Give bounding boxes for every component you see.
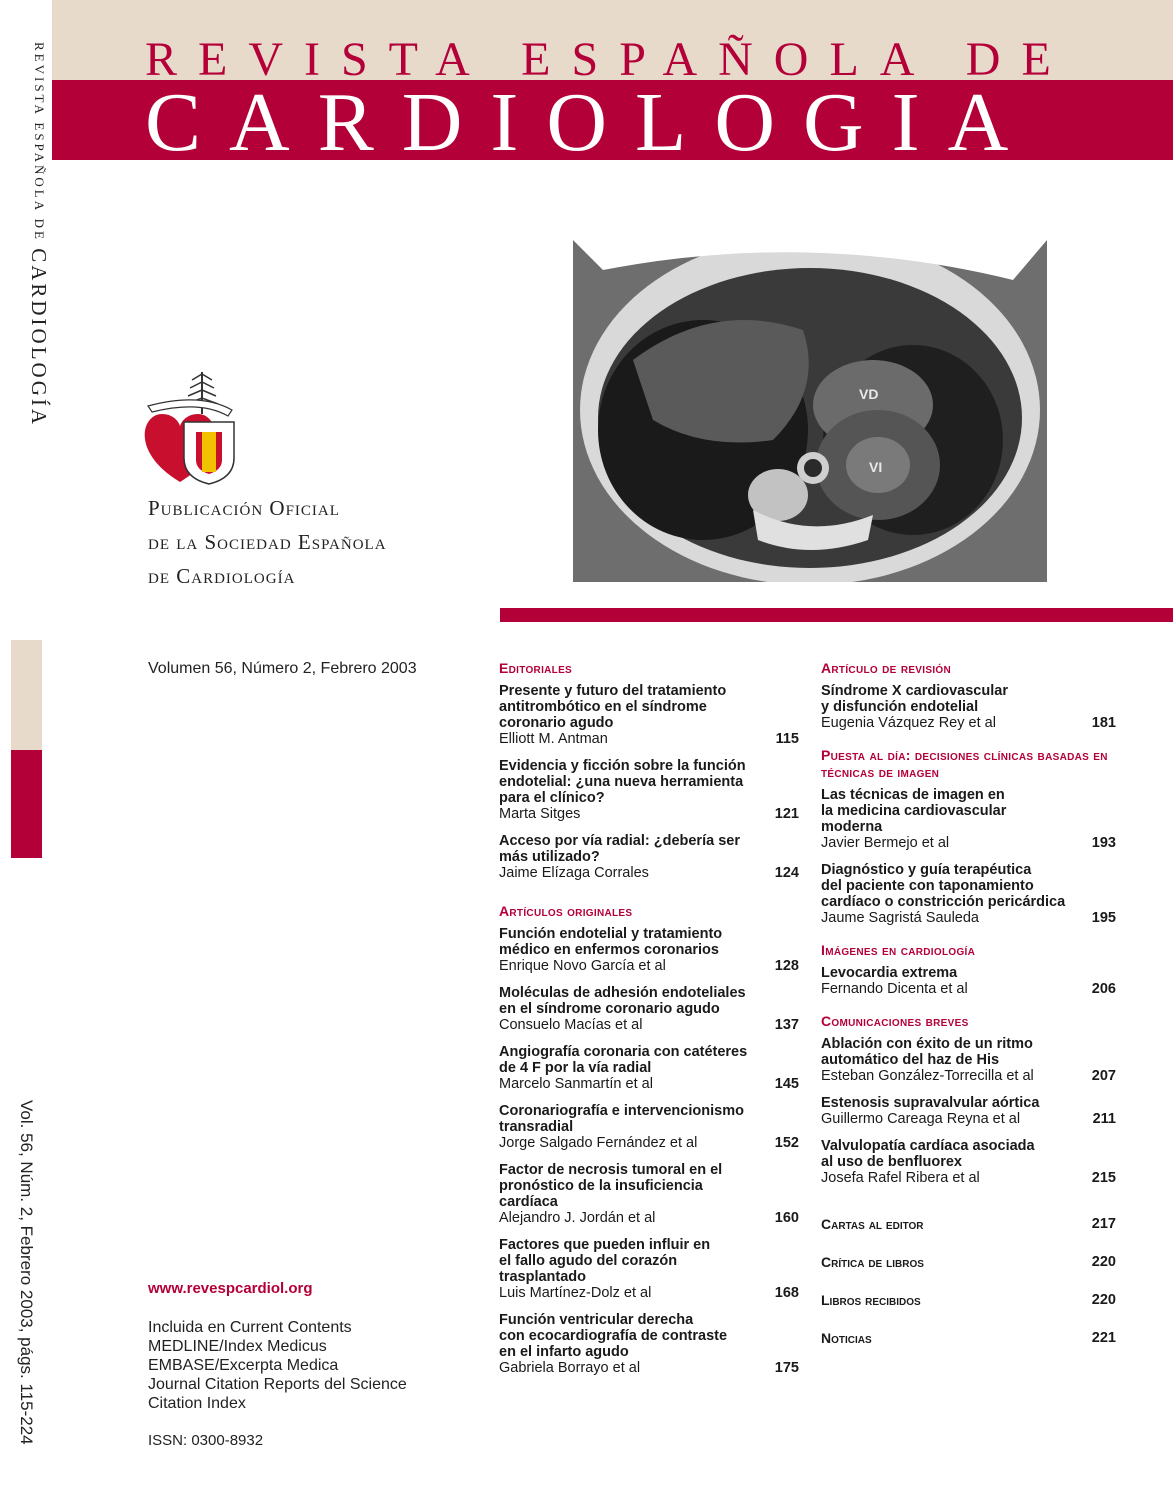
section-heading: Comunicaciones breves <box>821 1013 969 1029</box>
issue-volume: Volumen 56, Número 2, Febrero 2003 <box>148 660 417 677</box>
article-author: Gabriela Borrayo et al <box>499 1360 641 1376</box>
toc-entry[interactable] <box>821 862 1116 926</box>
article-page: 160 <box>774 1210 799 1226</box>
section-heading: Editoriales <box>499 660 573 676</box>
article-title: Diagnóstico y guía terapéutica del paciente con taponamiento cardíaco o constricción pericárdica <box>821 862 1066 910</box>
article-page: 124 <box>774 865 799 881</box>
toc-entry[interactable] <box>821 683 1116 731</box>
indexing-line: Citation Index <box>148 1395 246 1412</box>
article-title: Evidencia y ficción sobre la función endotelial: ¿una nueva herramienta para el clínico? <box>499 758 746 806</box>
article-page: 121 <box>774 806 799 822</box>
publication-line-3: de Cardiología <box>148 564 296 588</box>
toc-section <box>821 1013 1116 1186</box>
article-page: 195 <box>1091 910 1116 926</box>
spine <box>0 0 52 1500</box>
toc-entry[interactable] <box>499 1044 799 1092</box>
toc-right-column <box>821 660 1116 1368</box>
article-author: Jorge Salgado Fernández et al <box>499 1135 698 1151</box>
article-page: 206 <box>1091 981 1116 997</box>
article-title: Función ventricular derecha con ecocardiografía de contraste en el infarto agudo <box>499 1312 728 1360</box>
article-author: Jaume Sagristá Sauleda <box>821 910 979 926</box>
article-author: Guillermo Careaga Reyna et al <box>821 1111 1021 1127</box>
article-author: Alejandro J. Jordán et al <box>499 1210 656 1226</box>
misc-section-label: Libros recibidos <box>821 1292 921 1308</box>
misc-section-row[interactable] <box>821 1216 1116 1232</box>
article-title: Levocardia extrema <box>821 965 958 981</box>
article-page: 211 <box>1092 1111 1116 1127</box>
toc-entry[interactable] <box>499 683 799 747</box>
article-author: Esteban González-Torrecilla et al <box>821 1068 1034 1084</box>
indexing-line: Journal Citation Reports del Science <box>148 1376 407 1393</box>
heart-shield-logo <box>140 370 240 490</box>
article-author: Elliott M. Antman <box>499 731 608 747</box>
masthead-line-1: REVISTA ESPAÑOLA DE <box>145 33 1072 86</box>
toc-section <box>499 903 799 1376</box>
misc-section-row[interactable] <box>821 1292 1116 1308</box>
misc-section-label: Noticias <box>821 1330 872 1346</box>
article-title: Moléculas de adhesión endoteliales en el síndrome coronario agudo <box>499 985 746 1017</box>
article-author: Marcelo Sanmartín et al <box>499 1076 653 1092</box>
article-author: Luis Martínez-Dolz et al <box>499 1285 652 1301</box>
article-title: Función endotelial y tratamiento médico en enfermos coronarios <box>499 926 723 958</box>
toc-entry[interactable] <box>499 1103 799 1151</box>
spine-title-small: REVISTA ESPAÑOLA DE <box>32 42 47 249</box>
article-page: 128 <box>774 958 799 974</box>
mri-label-vd: VD <box>859 386 879 402</box>
article-page: 175 <box>774 1360 799 1376</box>
society-logo <box>140 370 240 490</box>
article-page: 207 <box>1091 1068 1116 1084</box>
misc-section-page: 220 <box>1091 1292 1116 1308</box>
masthead-line-2: CARDIOLOGIA <box>145 76 1037 169</box>
article-title: Las técnicas de imagen en la medicina cardiovascular moderna <box>821 787 1007 835</box>
indexing-list <box>148 1318 407 1413</box>
article-author: Marta Sitges <box>499 806 581 822</box>
misc-section-page: 217 <box>1091 1216 1116 1232</box>
article-title: Coronariografía e intervencionismo transradial <box>499 1103 744 1135</box>
toc-section <box>821 747 1116 926</box>
toc-left-column <box>499 660 799 1387</box>
indexing-line: MEDLINE/Index Medicus <box>148 1338 327 1355</box>
section-heading: Artículo de revisión <box>821 660 952 676</box>
journal-website-link[interactable]: www.revespcardiol.org <box>148 1280 313 1297</box>
article-author: Fernando Dicenta et al <box>821 981 968 997</box>
publication-line-1: Publicación Oficial <box>148 496 340 520</box>
misc-sections <box>821 1216 1116 1346</box>
toc-entry[interactable] <box>499 758 799 822</box>
indexing-line: Incluida en Current Contents <box>148 1319 352 1336</box>
toc-entry[interactable] <box>821 1095 1116 1127</box>
toc-section <box>821 942 1116 997</box>
spine-title-large: CARDIOLOGÍA <box>27 248 51 428</box>
misc-section-page: 220 <box>1091 1254 1116 1270</box>
toc-entry[interactable] <box>499 926 799 974</box>
toc-entry[interactable] <box>499 985 799 1033</box>
publication-line-2: de la Sociedad Española <box>148 530 387 554</box>
toc-section <box>499 660 799 881</box>
misc-section-label: Cartas al editor <box>821 1216 924 1232</box>
cover-mri-image <box>573 240 1047 582</box>
article-author: Eugenia Vázquez Rey et al <box>821 715 996 731</box>
section-heading: Imágenes en cardiología <box>821 942 976 958</box>
article-title: Estenosis supravalvular aórtica <box>821 1095 1040 1111</box>
misc-section-row[interactable] <box>821 1254 1116 1270</box>
mri-label-vi: VI <box>869 459 883 475</box>
toc-entry[interactable] <box>821 1138 1116 1186</box>
spine-color-block-beige <box>11 640 42 750</box>
article-title: Acceso por vía radial: ¿debería ser más utilizado? <box>499 833 740 865</box>
toc-section <box>821 660 1116 731</box>
indexing-line: EMBASE/Excerpta Medica <box>148 1357 339 1374</box>
article-title: Ablación con éxito de un ritmo automático del haz de His <box>821 1036 1033 1068</box>
toc-entry[interactable] <box>821 965 1116 997</box>
issn: ISSN: 0300-8932 <box>148 1432 264 1449</box>
misc-section-page: 221 <box>1091 1330 1116 1346</box>
misc-section-row[interactable] <box>821 1330 1116 1346</box>
spine-title <box>26 42 51 427</box>
toc-entry[interactable] <box>821 787 1116 851</box>
article-page: 181 <box>1091 715 1116 731</box>
article-title: Angiografía coronaria con catéteres de 4 F por la vía radial <box>499 1044 748 1076</box>
article-page: 215 <box>1091 1170 1116 1186</box>
spine-color-block-red <box>11 750 42 858</box>
section-heading: Artículos originales <box>499 903 633 919</box>
article-author: Javier Bermejo et al <box>821 835 950 851</box>
article-page: 145 <box>774 1076 799 1092</box>
article-page: 168 <box>774 1285 799 1301</box>
article-page: 137 <box>774 1017 799 1033</box>
misc-section-label: Crítica de libros <box>821 1254 924 1270</box>
article-title: Síndrome X cardiovascular y disfunción endotelial <box>821 683 1008 715</box>
mri-illustration <box>573 240 1047 582</box>
article-author: Consuelo Macías et al <box>499 1017 643 1033</box>
toc-divider-bar <box>500 608 1173 622</box>
article-title: Presente y futuro del tratamiento antitrombótico en el síndrome coronario agudo <box>499 683 727 731</box>
spine-issue-info: Vol. 56, Núm. 2, Febrero 2003, págs. 115-224 <box>17 1100 36 1445</box>
article-title: Factor de necrosis tumoral en el pronóstico de la insuficiencia cardíaca <box>499 1162 723 1210</box>
toc-entry[interactable] <box>499 1162 799 1226</box>
article-author: Enrique Novo García et al <box>499 958 666 974</box>
article-page: 152 <box>774 1135 799 1151</box>
article-page: 115 <box>775 731 799 747</box>
article-title: Valvulopatía cardíaca asociada al uso de benfluorex <box>821 1138 1035 1170</box>
toc-entry[interactable] <box>821 1036 1116 1084</box>
article-author: Jaime Elízaga Corrales <box>499 865 649 881</box>
article-page: 193 <box>1091 835 1116 851</box>
section-heading: Puesta al día: decisiones clínicas basadas en técnicas de imagen <box>821 747 1108 780</box>
article-author: Josefa Rafel Ribera et al <box>821 1170 980 1186</box>
toc-entry[interactable] <box>499 833 799 881</box>
toc-entry[interactable] <box>499 1237 799 1301</box>
article-title: Factores que pueden influir en el fallo agudo del corazón trasplantado <box>499 1237 711 1285</box>
toc-entry[interactable] <box>499 1312 799 1376</box>
